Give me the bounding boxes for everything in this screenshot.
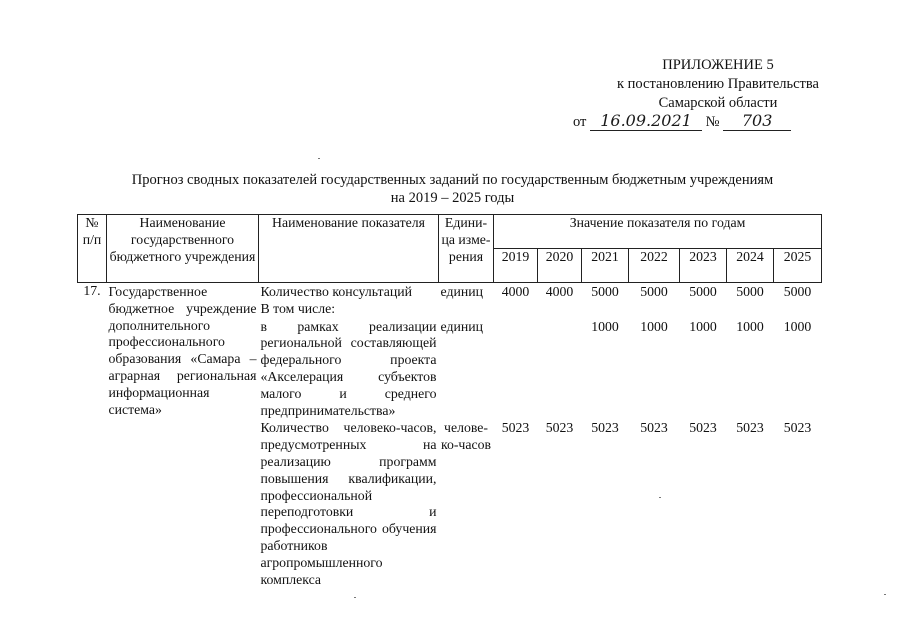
- table-row: [78, 283, 822, 318]
- header-year: 2023: [680, 249, 727, 283]
- header-indicator: Наименование показателя: [259, 215, 439, 283]
- indicator-unit: единиц: [440, 318, 483, 334]
- row-number: 17.: [83, 283, 101, 298]
- value-cell: 1000: [689, 318, 717, 334]
- indicator-subheading: В том числе:: [260, 300, 336, 316]
- value-cell: 5000: [783, 284, 812, 299]
- header-year: 2022: [629, 249, 680, 283]
- value-cell: [494, 318, 538, 420]
- value-cell: 5023: [545, 420, 574, 436]
- value-cell: 5023: [689, 420, 717, 436]
- scan-speck: [318, 158, 320, 159]
- indicator-unit: единиц: [440, 284, 483, 299]
- value-cell: 5000: [591, 284, 619, 299]
- annex-line-2: Самарской области: [658, 95, 778, 111]
- number-prefix: №: [705, 114, 720, 130]
- header-year: 2024: [727, 249, 774, 283]
- annex-header: [573, 56, 819, 130]
- value-cell: [538, 318, 582, 420]
- value-cell: 5000: [736, 284, 764, 299]
- value-cell: 5023: [640, 420, 668, 436]
- value-cell: 1000: [736, 318, 764, 334]
- value-cell: 5023: [783, 420, 812, 436]
- indicator-name: в рамках реализации региональной составляющей федерального проекта «Акселерация субъектов малого и среднего предпринимательства»: [260, 318, 437, 418]
- header-value-group: Значение показателя по годам: [494, 215, 822, 249]
- header-year: 2020: [538, 249, 582, 283]
- indicator-name: Количество консультаций: [260, 284, 412, 299]
- value-cell: 5023: [591, 420, 619, 436]
- header-year: 2021: [582, 249, 629, 283]
- document-title: [0, 171, 905, 207]
- value-cell: 5000: [640, 284, 668, 299]
- document-title-line-1: Прогноз сводных показателей государственных заданий по государственным бюджетным учреждениям: [131, 172, 774, 188]
- header-number: № п/п: [78, 215, 107, 283]
- scan-speck: [354, 597, 356, 598]
- document-title-line-2: на 2019 – 2025 годы: [390, 190, 515, 206]
- annex-line-1: к постановлению Правительства: [617, 76, 819, 92]
- indicator-unit: челове-ко-часов: [440, 420, 492, 453]
- annex-title: ПРИЛОЖЕНИЕ 5: [662, 57, 774, 73]
- handwritten-date: 16.09.2021: [590, 112, 702, 131]
- value-cell: 1000: [591, 318, 619, 334]
- value-cell: 5023: [501, 420, 530, 436]
- scan-speck: [659, 497, 661, 498]
- header-year: 2019: [494, 249, 538, 283]
- value-cell: 5023: [736, 420, 764, 436]
- indicator-name: Количество человеко-часов, предусмотренных на реализацию программ повышения квалификации, профессиональной переподготовки и профессионального обучения работников агропромышленного комплекса: [260, 420, 437, 587]
- institution-name: Государственное бюджетное учреждение дополнительного профессионального образования «Самара – аграрная региональная информационная система»: [108, 284, 257, 417]
- header-year: 2025: [774, 249, 822, 283]
- annex-order-line: [573, 112, 791, 132]
- value-cell: 5000: [689, 284, 717, 299]
- value-cell: 4000: [501, 284, 530, 299]
- value-cell: 4000: [545, 284, 574, 299]
- header-unit: Едини-ца изме-рения: [439, 215, 494, 283]
- value-cell: 1000: [640, 318, 668, 334]
- value-cell: 1000: [783, 318, 812, 334]
- scan-speck: [884, 594, 886, 595]
- date-prefix: от: [573, 114, 587, 130]
- header-institution: Наименование государственного бюджетного учреждения: [107, 215, 259, 283]
- handwritten-number: 703: [723, 112, 791, 131]
- indicators-table: [77, 214, 822, 588]
